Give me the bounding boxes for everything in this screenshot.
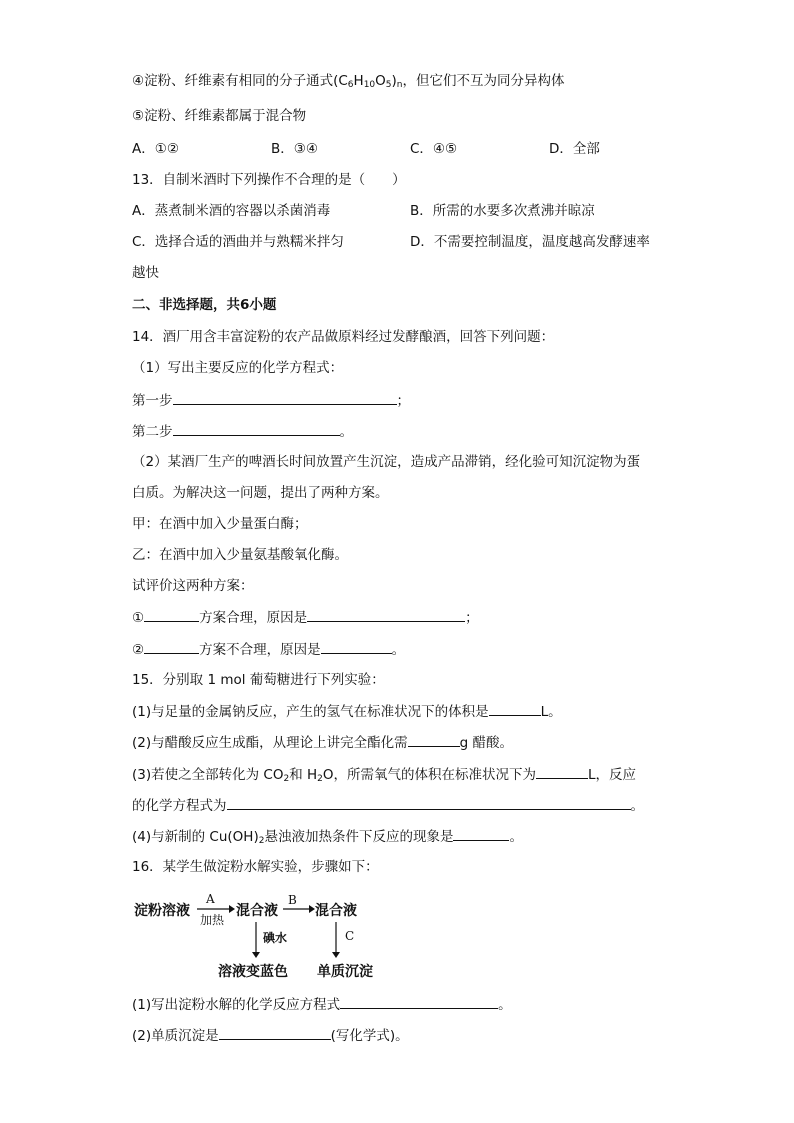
flow-down1-label: 碘水 bbox=[263, 931, 288, 945]
answer-blank[interactable] bbox=[173, 421, 340, 436]
flow-mix1: 混合液 bbox=[236, 903, 278, 919]
q13-option-a[interactable]: A．蒸煮制米酒的容器以杀菌消毒 bbox=[132, 203, 331, 219]
answer-blank[interactable] bbox=[321, 639, 392, 654]
answer-blank[interactable] bbox=[340, 994, 498, 1009]
answer-blank[interactable] bbox=[173, 390, 397, 405]
q15-sub3: (3)若使之全部转化为 $CO_2$和 $H_2O$，所需氧气的体积在标准状况下为 L，反应 bbox=[132, 764, 636, 789]
flow-mix2: 混合液 bbox=[315, 903, 357, 919]
q14-part1: （1）写出主要反应的化学方程式： bbox=[132, 360, 344, 376]
answer-blank[interactable] bbox=[219, 1025, 331, 1040]
q12-item4: ④淀粉、纤维素有相同的分子通式$(C_6H_{10}O_5)_n$，但它们不互为同分异构体 bbox=[132, 73, 565, 90]
q14-evaluate: 试评价这两种方案： bbox=[132, 578, 254, 594]
q13-stem: 13．自制米酒时下列操作不合理的是（ ） bbox=[132, 172, 406, 188]
q12-option-c[interactable]: C．④⑤ bbox=[410, 141, 458, 157]
q14-stem: 14．酒厂用含丰富淀粉的农产品做原料经过发酵酿酒，回答下列问题： bbox=[132, 329, 555, 345]
flow-down2-label: C bbox=[345, 929, 355, 943]
flow-down-arrow2 bbox=[331, 922, 341, 958]
answer-blank[interactable] bbox=[536, 764, 588, 779]
q14-part2-line1: （2）某酒厂生产的啤酒长时间放置产生沉淀，造成产品滞销，经化验可知沉淀物为蛋 bbox=[132, 454, 641, 470]
q12-item5: ⑤淀粉、纤维素都属于混合物 bbox=[132, 108, 307, 124]
q12-option-a[interactable]: A．①② bbox=[132, 141, 179, 157]
answer-blank[interactable] bbox=[453, 826, 509, 841]
q13-option-c[interactable]: C．选择合适的酒曲并与熟糯米拌匀 bbox=[132, 234, 344, 250]
flow-arrow2 bbox=[283, 904, 315, 914]
flow-arrow1-top: A bbox=[206, 892, 215, 906]
q13-option-d-continued: 越快 bbox=[132, 265, 159, 281]
q16-sub2: (2)单质沉淀是 (写化学式)。 bbox=[132, 1025, 409, 1046]
answer-blank[interactable] bbox=[307, 607, 465, 622]
q14-step1: 第一步 ； bbox=[132, 390, 410, 411]
q16-stem: 16．某学生做淀粉水解实验，步骤如下： bbox=[132, 859, 379, 875]
q14-part2-line2: 白质。为解决这一问题，提出了两种方案。 bbox=[132, 485, 389, 501]
q16-sub1: (1)写出淀粉水解的化学反应方程式 。 bbox=[132, 994, 512, 1015]
q14-step2: 第二步 。 bbox=[132, 421, 353, 442]
answer-blank[interactable] bbox=[144, 639, 199, 654]
q15-sub2: (2)与醋酸反应生成酯，从理论上讲完全酯化需 g 醋酸。 bbox=[132, 732, 513, 753]
q13-option-d[interactable]: D．不需要控制温度，温度越高发酵速率 bbox=[410, 234, 650, 250]
answer-blank[interactable] bbox=[227, 795, 631, 810]
q15-stem: 15．分别取 1 mol 葡萄糖进行下列实验： bbox=[132, 672, 385, 688]
q14-reason1: ① 方案合理，原因是 ； bbox=[132, 607, 479, 628]
q14-reason2: ② 方案不合理，原因是 。 bbox=[132, 639, 405, 660]
answer-blank[interactable] bbox=[408, 732, 460, 747]
answer-blank[interactable] bbox=[489, 701, 541, 716]
q12-option-b[interactable]: B．③④ bbox=[271, 141, 318, 157]
flow-arrow1-bottom: 加热 bbox=[200, 913, 225, 927]
q15-sub1: (1)与足量的金属钠反应，产生的氢气在标准状况下的体积是 L。 bbox=[132, 701, 562, 722]
section-title: 二、非选择题，共6小题 bbox=[132, 297, 277, 313]
flow-result2: 单质沉淀 bbox=[317, 964, 373, 980]
answer-blank[interactable] bbox=[144, 607, 199, 622]
q15-sub4: (4)与新制的 $Cu(OH)_2$悬浊液加热条件下反应的现象是 。 bbox=[132, 826, 523, 851]
flow-result1: 溶液变蓝色 bbox=[218, 964, 288, 980]
q15-sub3-equation: 的化学方程式为 。 bbox=[132, 795, 644, 816]
flow-arrow2-top: B bbox=[288, 893, 297, 907]
flow-start: 淀粉溶液 bbox=[134, 903, 190, 919]
q12-option-d[interactable]: D．全部 bbox=[549, 141, 600, 157]
q14-plan-jia: 甲：在酒中加入少量蛋白酶； bbox=[132, 516, 308, 532]
q14-plan-yi: 乙：在酒中加入少量氨基酸氧化酶。 bbox=[132, 547, 348, 563]
flow-down-arrow1 bbox=[251, 922, 261, 958]
flow-arrow1 bbox=[197, 904, 235, 914]
q13-option-b[interactable]: B．所需的水要多次煮沸并晾凉 bbox=[410, 203, 595, 219]
